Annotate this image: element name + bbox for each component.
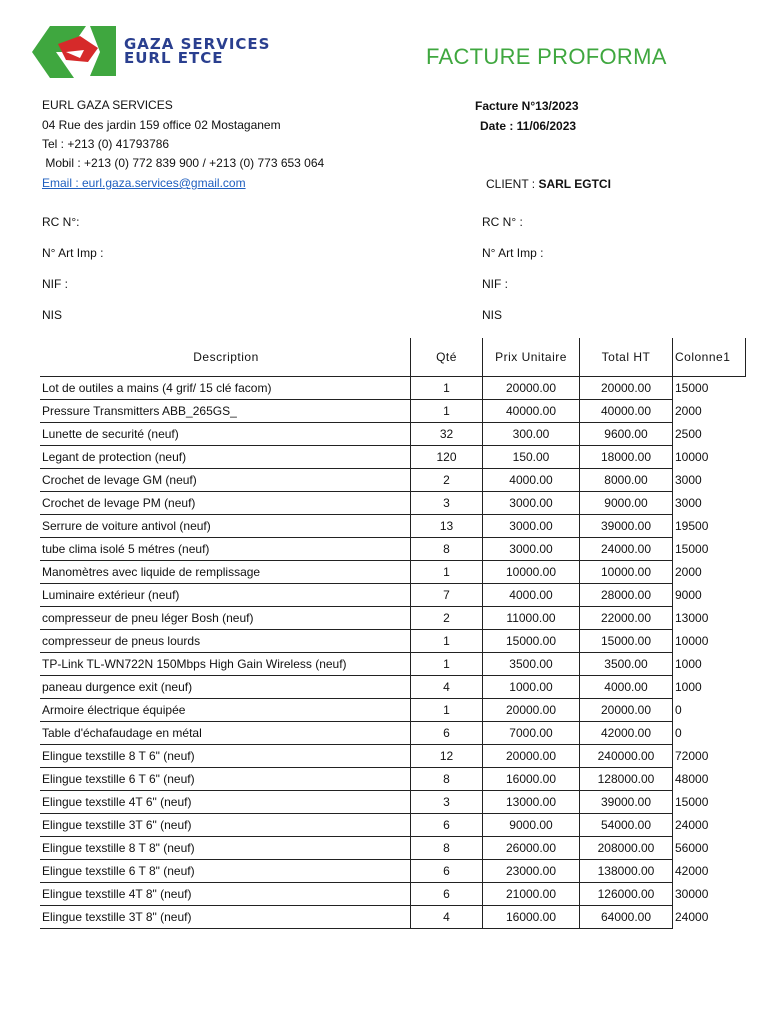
item-quantity: 120 [411,446,483,469]
seller-address: 04 Rue des jardin 159 office 02 Mostaganem [42,118,281,132]
table-row [40,446,746,469]
item-unit-price: 9000.00 [483,814,580,837]
item-quantity: 6 [411,814,483,837]
item-total-ht: 10000.00 [580,561,673,584]
item-colonne1: 0 [675,703,682,717]
item-description: Elingue texstille 4T 8" (neuf) [40,883,411,906]
item-total-ht: 3500.00 [580,653,673,676]
item-description: Pressure Transmitters ABB_265GS_ [40,400,411,423]
item-description: Lunette de securité (neuf) [40,423,411,446]
item-colonne1: 15000 [675,381,709,396]
item-quantity: 6 [411,883,483,906]
item-quantity: 13 [411,515,483,538]
table-row [40,722,746,745]
item-colonne1: 2000 [675,565,702,579]
item-total-ht: 4000.00 [580,676,673,699]
item-quantity: 3 [411,492,483,515]
item-total-ht: 40000.00 [580,400,673,423]
seller-email-link[interactable]: Email : eurl.gaza.services@gmail.com [42,176,246,190]
item-unit-price: 20000.00 [483,699,580,722]
item-description: Lot de outiles a mains (4 grif/ 15 clé facom) [40,377,411,400]
table-row [40,883,746,906]
header-description: Description [40,338,411,377]
company-logo [28,22,120,80]
item-unit-price: 13000.00 [483,791,580,814]
item-unit-price: 4000.00 [483,584,580,607]
table-row [40,561,746,584]
item-colonne1: 30000 [675,887,709,901]
item-quantity: 8 [411,837,483,860]
table-row [40,699,746,722]
item-colonne1: 24000 [675,818,709,832]
item-colonne1: 24000 [675,910,709,924]
item-unit-price: 21000.00 [483,883,580,906]
item-unit-price: 20000.00 [483,377,580,400]
item-quantity: 2 [411,607,483,630]
item-unit-price: 3000.00 [483,492,580,515]
item-total-ht: 24000.00 [580,538,673,561]
table-row [40,630,746,653]
item-unit-price: 16000.00 [483,906,580,929]
table-row [40,492,746,515]
invoice-items-table [40,338,746,929]
item-description: Table d'échafaudage en métal [40,722,411,745]
item-description: Crochet de levage PM (neuf) [40,492,411,515]
item-description: Elingue texstille 8 T 6" (neuf) [40,745,411,768]
item-total-ht: 208000.00 [580,837,673,860]
item-total-ht: 15000.00 [580,630,673,653]
item-quantity: 2 [411,469,483,492]
table-row [40,423,746,446]
item-unit-price: 3000.00 [483,515,580,538]
item-description: compresseur de pneu léger Bosh (neuf) [40,607,411,630]
item-total-ht: 8000.00 [580,469,673,492]
item-quantity: 6 [411,722,483,745]
table-row [40,676,746,699]
table-row [40,791,746,814]
item-colonne1: 1000 [675,680,702,694]
item-description: Serrure de voiture antivol (neuf) [40,515,411,538]
item-unit-price: 4000.00 [483,469,580,492]
item-description: Elingue texstille 6 T 6" (neuf) [40,768,411,791]
item-unit-price: 10000.00 [483,561,580,584]
item-colonne1: 48000 [675,772,709,786]
client-row [486,177,611,191]
item-quantity: 4 [411,676,483,699]
item-quantity: 4 [411,906,483,929]
seller-tel: Tel : +213 (0) 41793786 [42,137,170,151]
document-title: FACTURE PROFORMA [426,44,667,69]
invoice-number: Facture N°13/2023 [475,99,579,113]
item-total-ht: 42000.00 [580,722,673,745]
item-quantity: 7 [411,584,483,607]
item-unit-price: 15000.00 [483,630,580,653]
table-row [40,837,746,860]
client-rc-label: RC N° : [482,215,523,229]
seller-nis-label: NIS [42,308,63,322]
header-quantity: Qté [411,338,483,377]
item-colonne1: 10000 [675,634,709,648]
item-total-ht: 20000.00 [580,377,673,400]
client-nif-label: NIF : [482,277,508,291]
item-unit-price: 150.00 [483,446,580,469]
seller-mobile: Mobil : +213 (0) 772 839 900 / +213 (0) 773 653 064 [42,156,325,170]
item-colonne1: 2000 [675,404,702,418]
item-description: Elingue texstille 3T 6" (neuf) [40,814,411,837]
table-row [40,860,746,883]
client-name: SARL EGTCI [538,177,611,191]
item-total-ht: 128000.00 [580,768,673,791]
table-row [40,906,746,929]
item-description: paneau durgence exit (neuf) [40,676,411,699]
company-subtitle: EURL ETCE [124,49,224,67]
item-quantity: 12 [411,745,483,768]
item-unit-price: 3000.00 [483,538,580,561]
item-unit-price: 26000.00 [483,837,580,860]
client-label: CLIENT : [486,177,539,191]
item-quantity: 1 [411,630,483,653]
item-colonne1: 42000 [675,864,709,878]
item-quantity: 1 [411,653,483,676]
client-nis-label: NIS [482,308,503,322]
item-quantity: 3 [411,791,483,814]
table-row [40,515,746,538]
item-unit-price: 23000.00 [483,860,580,883]
item-colonne1: 0 [675,726,682,740]
item-colonne1: 9000 [675,588,702,602]
company-name: GAZA SERVICES [124,35,271,53]
item-quantity: 8 [411,538,483,561]
item-description: TP-Link TL-WN722N 150Mbps High Gain Wireless (neuf) [40,653,411,676]
table-row [40,400,746,423]
table-row [40,538,746,561]
table-header-row [40,338,746,377]
item-colonne1: 19500 [675,519,709,533]
item-description: Armoire électrique équipée [40,699,411,722]
item-description: Elingue texstille 6 T 8" (neuf) [40,860,411,883]
item-description: Manomètres avec liquide de remplissage [40,561,411,584]
item-description: Crochet de levage GM (neuf) [40,469,411,492]
item-colonne1: 15000 [675,542,709,556]
item-quantity: 32 [411,423,483,446]
item-total-ht: 18000.00 [580,446,673,469]
item-colonne1: 15000 [675,795,709,809]
item-colonne1: 10000 [675,450,709,464]
item-unit-price: 300.00 [483,423,580,446]
item-quantity: 1 [411,400,483,423]
seller-name: EURL GAZA SERVICES [42,98,173,112]
item-total-ht: 9600.00 [580,423,673,446]
item-description: Legant de protection (neuf) [40,446,411,469]
client-art-imp-label: N° Art Imp : [482,246,544,260]
item-description: Luminaire extérieur (neuf) [40,584,411,607]
table-row [40,607,746,630]
item-description: Elingue texstille 4T 6" (neuf) [40,791,411,814]
item-colonne1: 3000 [675,496,702,510]
table-row [40,653,746,676]
table-row [40,814,746,837]
table-row [40,469,746,492]
item-unit-price: 11000.00 [483,607,580,630]
seller-nif-label: NIF : [42,277,68,291]
item-quantity: 1 [411,377,483,400]
item-quantity: 6 [411,860,483,883]
item-total-ht: 39000.00 [580,791,673,814]
item-description: tube clima isolé 5 métres (neuf) [40,538,411,561]
item-unit-price: 1000.00 [483,676,580,699]
item-colonne1: 72000 [675,749,709,763]
item-unit-price: 7000.00 [483,722,580,745]
item-colonne1: 3000 [675,473,702,487]
item-quantity: 1 [411,699,483,722]
item-total-ht: 28000.00 [580,584,673,607]
table-row [40,745,746,768]
table-row [40,377,746,400]
item-total-ht: 64000.00 [580,906,673,929]
table-row [40,768,746,791]
header-total-ht: Total HT [580,338,673,377]
item-unit-price: 3500.00 [483,653,580,676]
item-quantity: 8 [411,768,483,791]
item-colonne1: 1000 [675,657,702,671]
item-unit-price: 40000.00 [483,400,580,423]
seller-rc-label: RC N°: [42,215,80,229]
header-unit-price: Prix Unitaire [483,338,580,377]
item-quantity: 1 [411,561,483,584]
invoice-date: Date : 11/06/2023 [480,119,577,133]
item-description: Elingue texstille 8 T 8" (neuf) [40,837,411,860]
header-colonne1: Colonne1 [673,338,746,377]
item-total-ht: 22000.00 [580,607,673,630]
seller-art-imp-label: N° Art Imp : [42,246,104,260]
item-unit-price: 16000.00 [483,768,580,791]
item-colonne1: 56000 [675,841,709,855]
item-colonne1: 13000 [675,611,709,625]
item-colonne1: 2500 [675,427,702,441]
item-total-ht: 126000.00 [580,883,673,906]
item-unit-price: 20000.00 [483,745,580,768]
item-description: compresseur de pneus lourds [40,630,411,653]
item-total-ht: 54000.00 [580,814,673,837]
item-total-ht: 138000.00 [580,860,673,883]
table-row [40,584,746,607]
item-total-ht: 9000.00 [580,492,673,515]
item-description: Elingue texstille 3T 8" (neuf) [40,906,411,929]
item-total-ht: 240000.00 [580,745,673,768]
item-total-ht: 39000.00 [580,515,673,538]
item-total-ht: 20000.00 [580,699,673,722]
